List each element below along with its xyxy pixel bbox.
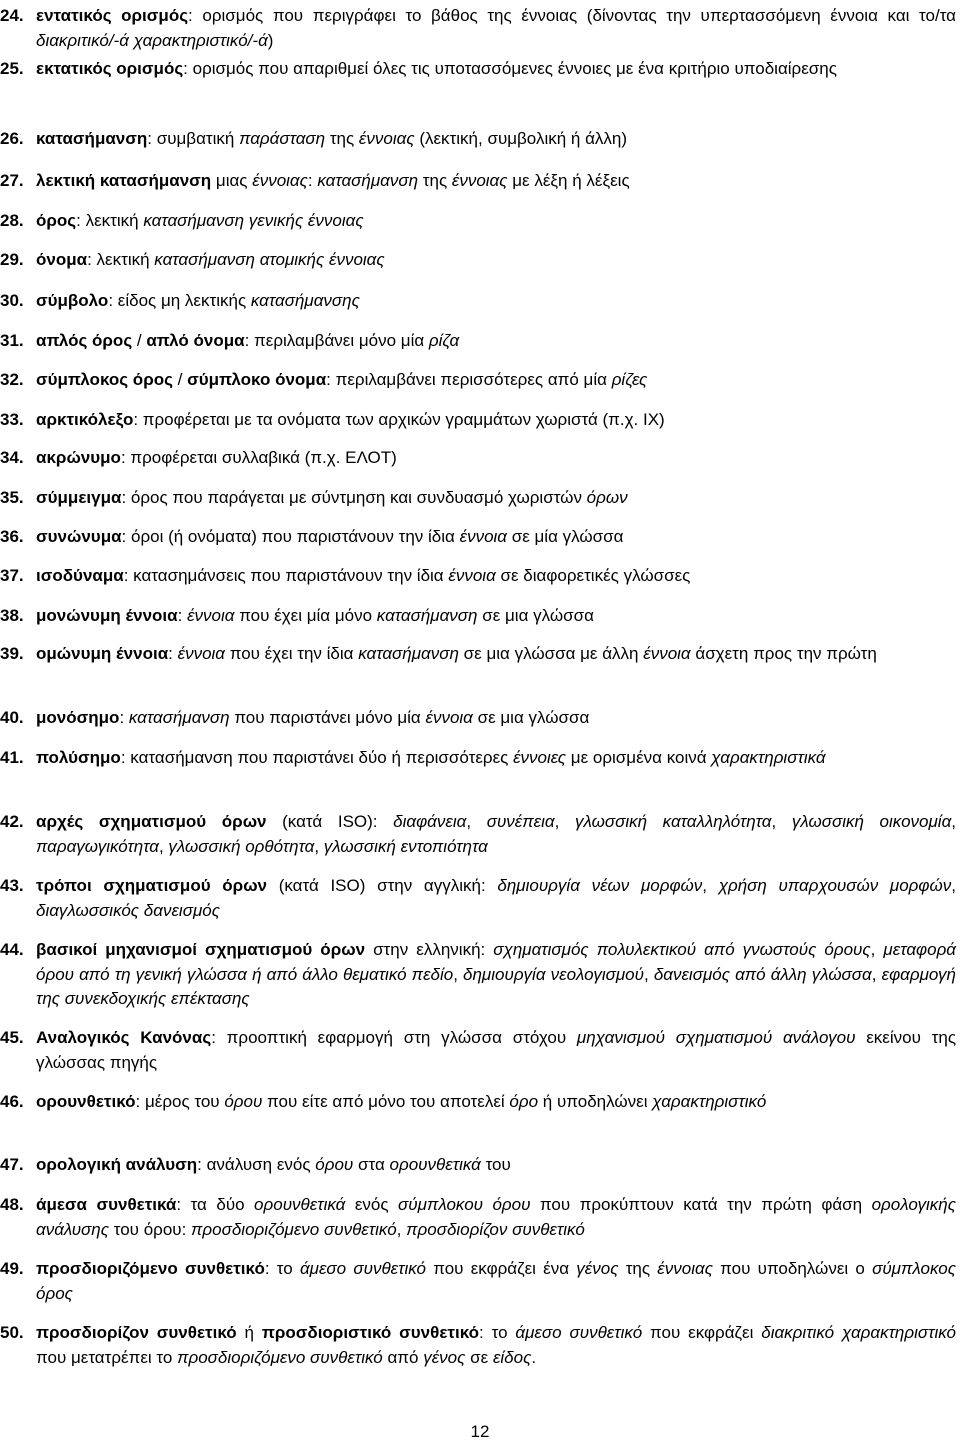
text-span: (κατά ISO): (266, 812, 394, 831)
text-span: , (453, 964, 464, 984)
entry-text (36, 1153, 956, 1178)
italic-text: εφαρμογή της συνεκδοχικής επέκτασης (36, 964, 956, 1008)
term: ακρώνυμο (36, 448, 121, 467)
entry-number: 43. (0, 876, 24, 895)
entry-text (36, 525, 956, 550)
entry-number: 42. (0, 812, 24, 831)
term: όνομα (36, 250, 88, 269)
entry-number: 30. (0, 291, 24, 310)
term: αρχές σχηματισμού όρων (36, 812, 267, 831)
term: άμεσα συνθετικά (36, 1195, 177, 1214)
text-span: άσχετη προς την πρώτη (690, 644, 877, 663)
text-span: : όροι (ή ονόματα) που παριστάνουν την ίδια (121, 527, 460, 546)
entry-text (36, 57, 956, 82)
text-span: σε μια γλώσσα με άλλη (458, 644, 644, 663)
entry-number: 45. (0, 1028, 24, 1047)
text-span: που εκφράζει (642, 1323, 762, 1342)
italic-text: κατασήμανση (376, 606, 478, 625)
italic-text: γλωσσική εντοπιότητα (323, 836, 488, 856)
glossary-entry (0, 1153, 956, 1178)
italic-text: διακριτικό/-ά χαρακτηριστικό/-ά (36, 30, 268, 50)
term: εντατικός ορισμός (36, 6, 189, 25)
entry-number: 34. (0, 448, 24, 467)
entry-text (36, 209, 956, 234)
entry-number: 44. (0, 940, 24, 959)
text-span: : λεκτική (76, 211, 144, 230)
italic-text: γένος (576, 1259, 619, 1278)
text-span: : είδος μη λεκτικής (108, 291, 251, 310)
entry-number: 29. (0, 250, 24, 269)
entry-text (36, 289, 956, 314)
entry-number: 25. (0, 59, 24, 78)
italic-text: προσδιορίζον συνθετικό (406, 1219, 585, 1239)
text-span: (λεκτική, συμβολική ή άλλη) (414, 129, 628, 148)
term: ισοδύναμα (36, 566, 124, 585)
entry-number: 26. (0, 129, 24, 148)
text-span: ή υποδηλώνει (538, 1092, 653, 1111)
entry-text (36, 169, 956, 194)
italic-text: όρων (586, 488, 628, 507)
text-span: : (307, 171, 318, 190)
italic-text: ορουνθετικά (254, 1195, 346, 1214)
glossary-entry (0, 746, 956, 771)
italic-text: ορολογικής ανάλυσης (36, 1195, 956, 1239)
term: ορολογική ανάλυση (36, 1155, 198, 1174)
text-span: : προφέρεται με τα ονόματα των αρχικών γραμμάτων χωριστά (π.χ. ΙΧ) (133, 410, 665, 429)
italic-text: ορουνθετικά (389, 1155, 481, 1174)
entry-text (36, 604, 956, 629)
italic-text: συνέπεια (486, 812, 555, 831)
entry-text (36, 746, 956, 771)
italic-text: γλωσσική καταλληλότητα (574, 812, 772, 831)
glossary-entry (0, 57, 956, 82)
italic-text: ρίζες (611, 370, 648, 389)
text-span: , (771, 812, 792, 831)
text-span: μιας (211, 171, 253, 190)
text-span: , (643, 964, 654, 984)
italic-text: μηχανισμού σχηματισμού ανάλογου (576, 1028, 856, 1047)
glossary-entry (0, 1193, 956, 1242)
italic-text: γλωσσική οικονομία (791, 812, 952, 831)
text-span: : (168, 644, 178, 663)
text-span: , (951, 812, 956, 831)
text-span: ή (236, 1323, 262, 1342)
term: σύμμειγμα (36, 488, 122, 507)
italic-text: παράσταση (239, 129, 326, 148)
glossary-entry (0, 642, 956, 667)
italic-text: προσδιοριζόμενο συνθετικό (177, 1347, 383, 1367)
glossary-entry (0, 564, 956, 589)
text-span: : μέρος του (135, 1092, 225, 1111)
italic-text: χαρακτηριστικό (652, 1092, 767, 1111)
text-span: , (702, 876, 719, 895)
entry-number: 35. (0, 488, 24, 507)
text-span: : (119, 708, 129, 727)
italic-text: έννοιας (358, 129, 415, 148)
text-span: ) (267, 30, 274, 50)
glossary-entry (0, 368, 956, 393)
term: Αναλογικός Κανόνας (36, 1028, 212, 1047)
italic-text: όρο (509, 1092, 539, 1111)
italic-text: έννοια (187, 606, 235, 625)
term: απλός όρος (36, 331, 133, 350)
term: απλό όνομα (146, 331, 245, 350)
entry-text (36, 368, 956, 393)
text-span: (κατά ISO) στην αγγλική: (267, 876, 498, 895)
glossary-entry (0, 169, 956, 194)
entry-text (36, 4, 956, 53)
text-span: που παριστάνει μόνο μία (229, 708, 426, 727)
italic-text: χαρακτηριστικά (711, 748, 826, 767)
italic-text: έννοια (177, 644, 225, 663)
italic-text: έννοιας (657, 1259, 713, 1278)
text-span: σε μια γλώσσα (472, 708, 590, 727)
text-span: : συμβατική (147, 129, 240, 148)
term: συνώνυμα (36, 527, 122, 546)
italic-text: όρου (315, 1155, 354, 1174)
italic-text: κατασήμανση (358, 644, 459, 663)
text-span: . (531, 1347, 537, 1367)
text-span: που έχει την ίδια (225, 644, 359, 663)
entry-text (36, 642, 956, 667)
entry-number: 27. (0, 171, 24, 190)
italic-text: όρου (224, 1092, 263, 1111)
term: προσδιορίζον συνθετικό (36, 1323, 237, 1342)
entry-number: 47. (0, 1155, 24, 1174)
term: κατασήμανση (36, 129, 148, 148)
text-span: : λεκτική (87, 250, 155, 269)
entry-number: 40. (0, 708, 24, 727)
glossary-entry (0, 1321, 956, 1370)
italic-text: κατασήμανση γενικής έννοιας (143, 211, 364, 230)
glossary-entry (0, 446, 956, 471)
text-span: : προφέρεται συλλαβικά (π.χ. ΕΛΟΤ) (120, 448, 397, 467)
text-span: / (132, 331, 147, 350)
italic-text: διαφάνεια (393, 812, 467, 831)
term: μονόσημο (36, 708, 120, 727)
italic-text: έννοια (448, 566, 496, 585)
italic-text: παραγωγικότητα (36, 836, 159, 856)
text-span: σε μια γλώσσα (477, 606, 594, 625)
glossary-entry (0, 604, 956, 629)
entry-text (36, 706, 956, 731)
entry-text (36, 564, 956, 589)
glossary-entry (0, 4, 956, 53)
entry-number: 49. (0, 1259, 24, 1278)
text-span: που προκύπτουν κατά την πρώτη φάση (530, 1195, 872, 1214)
text-span: : όρος που παράγεται με σύντμηση και συνδυασμό χωριστών (121, 488, 587, 507)
page-number: 12 (470, 1422, 490, 1441)
glossary-entry (0, 874, 956, 923)
text-span: του όρου: (109, 1219, 192, 1239)
italic-text: άμεσο συνθετικό (299, 1259, 427, 1278)
entry-text (36, 486, 956, 511)
italic-text: έννοιας (252, 171, 308, 190)
text-span: , (871, 964, 882, 984)
entry-text (36, 938, 956, 1012)
glossary-entry (0, 1257, 956, 1306)
term: προσδιοριστικό συνθετικό (261, 1323, 480, 1342)
term: σύμπλοκος όρος (36, 370, 173, 389)
entry-text (36, 446, 956, 471)
text-span: που εκφράζει ένα (426, 1259, 577, 1278)
entry-number: 37. (0, 566, 24, 585)
text-span: εκείνου της γλώσσας πηγής (36, 1028, 957, 1072)
term: προσδιοριζόμενο συνθετικό (36, 1259, 265, 1278)
text-span: της (325, 129, 359, 148)
text-span: στην ελληνική: (365, 940, 494, 959)
text-span: που έχει μία μόνο (234, 606, 377, 625)
glossary-entry (0, 209, 956, 234)
glossary-entry (0, 525, 956, 550)
italic-text: σύμπλοκος όρος (36, 1259, 956, 1303)
entry-text (36, 408, 956, 433)
text-span: : προοπτική εφαρμογή στη γλώσσα στόχου (211, 1028, 577, 1047)
italic-text: σχηματισμός πολυλεκτικού από γνωστούς όρους (493, 940, 871, 959)
text-span: που είτε από μόνο του αποτελεί (262, 1092, 510, 1111)
glossary-entry (0, 329, 956, 354)
text-span: με ορισμένα κοινά (566, 748, 712, 767)
italic-text: έννοιες (513, 748, 567, 767)
entry-text (36, 127, 956, 152)
italic-text: κατασήμανσης (250, 291, 360, 310)
text-span: στα (353, 1155, 390, 1174)
text-span: , (158, 836, 169, 856)
glossary-entry (0, 938, 956, 1012)
term: ομώνυμη έννοια (36, 644, 169, 663)
entry-number: 46. (0, 1092, 24, 1111)
term: μονώνυμη έννοια (36, 606, 178, 625)
glossary-entry (0, 1090, 956, 1115)
term: ορουνθετικό (36, 1092, 136, 1111)
entry-number: 28. (0, 211, 24, 230)
text-span: : ορισμός που απαριθμεί όλες τις υποτασσόμενες έννοιες με ένα κριτήριο υποδιαίρεσης (183, 59, 837, 78)
term: πολύσημο (36, 748, 121, 767)
text-span: , (396, 1219, 407, 1239)
text-span: / (172, 370, 188, 389)
text-span: , (466, 812, 487, 831)
text-span: που υποδηλώνει ο (712, 1259, 873, 1278)
term: σύμπλοκο όνομα (187, 370, 327, 389)
text-span: , (554, 812, 575, 831)
italic-text: είδος (492, 1347, 532, 1367)
text-span: : ανάλυση ενός (197, 1155, 316, 1174)
text-span: : το (479, 1323, 516, 1342)
text-span: : το (264, 1259, 300, 1278)
entry-text (36, 1193, 956, 1242)
text-span: , (951, 876, 956, 895)
italic-text: γένος (423, 1347, 466, 1367)
italic-text: έννοιας (451, 171, 508, 190)
entry-text (36, 1321, 956, 1370)
text-span: που μετατρέπει το (36, 1347, 178, 1367)
text-span: σε (465, 1347, 493, 1367)
term: σύμβολο (36, 291, 109, 310)
italic-text: προσδιοριζόμενο συνθετικό (191, 1219, 397, 1239)
entry-text (36, 1257, 956, 1306)
italic-text: κατασήμανση ατομικής έννοιας (154, 250, 385, 269)
italic-text: χρήση υπαρχουσών μορφών (718, 876, 952, 895)
term: τρόποι σχηματισμού όρων (36, 876, 268, 895)
italic-text: ρίζα (428, 331, 460, 350)
glossary-entry (0, 248, 956, 273)
italic-text: κατασήμανση (317, 171, 419, 190)
entry-number: 41. (0, 748, 24, 767)
entry-number: 50. (0, 1323, 24, 1342)
entry-number: 32. (0, 370, 24, 389)
entry-text (36, 248, 956, 273)
glossary-entry (0, 127, 956, 152)
glossary-entry (0, 810, 956, 859)
italic-text: δανεισμός από άλλη γλώσσα (653, 964, 872, 984)
text-span: : κατασήμανση που παριστάνει δύο ή περισσότερες (120, 748, 514, 767)
text-span: : περιλαμβάνει μόνο μία (244, 331, 429, 350)
entry-number: 33. (0, 410, 24, 429)
text-span: : τα δύο (176, 1195, 255, 1214)
text-span: , (870, 940, 884, 959)
entry-text (36, 1090, 956, 1115)
entry-number: 24. (0, 6, 24, 25)
entry-text (36, 329, 956, 354)
glossary-entry (0, 289, 956, 314)
entry-number: 39. (0, 644, 24, 663)
italic-text: έννοια (425, 708, 473, 727)
entry-number: 31. (0, 331, 24, 350)
entry-text (36, 874, 956, 923)
glossary-entry (0, 1026, 956, 1075)
entry-number: 38. (0, 606, 24, 625)
entry-text (36, 1026, 956, 1075)
glossary-entry (0, 706, 956, 731)
glossary-entry (0, 486, 956, 511)
italic-text: έννοια (459, 527, 507, 546)
term: αρκτικόλεξο (36, 410, 134, 429)
italic-text: δημιουργία νέων μορφών (497, 876, 703, 895)
italic-text: έννοια (643, 644, 691, 663)
text-span: της (418, 171, 452, 190)
italic-text: διαγλωσσικός δανεισμός (36, 900, 220, 920)
text-span: , (314, 836, 324, 856)
text-span: : κατασημάνσεις που παριστάνουν την ίδια (123, 566, 449, 585)
text-span: με λέξη ή λέξεις (507, 171, 630, 190)
italic-text: διακριτικό χαρακτηριστικό (761, 1323, 957, 1342)
term: βασικοί μηχανισμοί σχηματισμού όρων (36, 940, 366, 959)
entry-text (36, 810, 956, 859)
italic-text: δημιουργία νεολογισμού (463, 964, 644, 984)
text-span: : (177, 606, 188, 625)
italic-text: σύμπλοκου όρου (398, 1195, 531, 1214)
entry-number: 36. (0, 527, 24, 546)
italic-text: γλωσσική ορθότητα (168, 836, 315, 856)
text-span: της (618, 1259, 658, 1278)
text-span: σε διαφορετικές γλώσσες (495, 566, 691, 585)
term: εκτατικός ορισμός (36, 59, 184, 78)
text-span: : περιλαμβάνει περισσότερες από μία (326, 370, 612, 389)
entry-number: 48. (0, 1195, 24, 1214)
glossary-entry (0, 408, 956, 433)
text-span: : ορισμός που περιγράφει το βάθος της έννοιας (δίνοντας την υπερτασσόμενη έννοια και το/τα (188, 6, 957, 25)
italic-text: μεταφορά όρου από τη γενική γλώσσα ή από άλλο θεματικό πεδίο (36, 940, 956, 984)
text-span: ενός (345, 1195, 399, 1214)
text-span: σε μία γλώσσα (507, 527, 624, 546)
italic-text: άμεσο συνθετικό (515, 1323, 643, 1342)
italic-text: κατασήμανση (128, 708, 230, 727)
text-span: από (382, 1347, 424, 1367)
term: όρος (36, 211, 77, 230)
term: λεκτική κατασήμανση (36, 171, 212, 190)
text-span: του (480, 1155, 511, 1174)
